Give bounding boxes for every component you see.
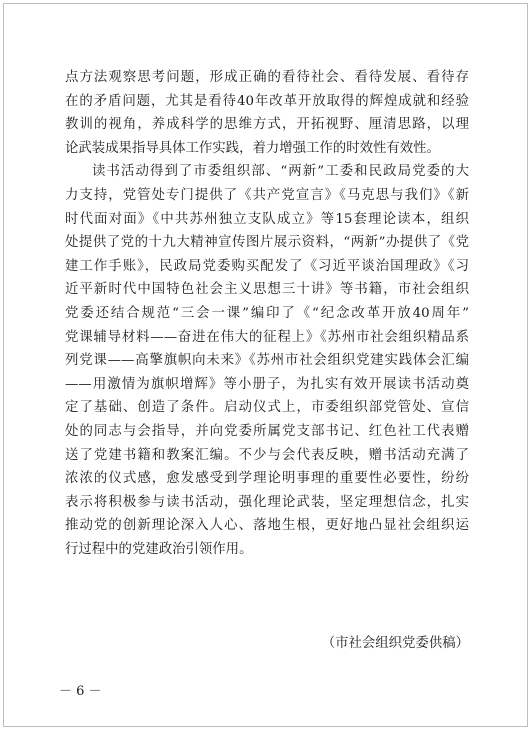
text-line: 列党课——高擎旗帜向未来》《苏州市社会组织党建实践体会汇编 (65, 353, 469, 369)
text-line: 近平新时代中国特色社会主义思想三十讲》等书籍，市社会组织 (65, 282, 469, 298)
text-line: 定了基础、创造了条件。启动仪式上，市委组织部党管处、宣信 (65, 400, 469, 416)
text-line: ——用激情为旗帜增辉》等小册子，为扎实有效开展读书活动奠 (65, 376, 469, 392)
text-line: 读书活动得到了市委组织部、“两新”工委和民政局党委的大 (92, 164, 469, 180)
text-line: 点方法观察思考问题，形成正确的看待社会、看待发展、看待存 (65, 70, 469, 85)
text-line: 力支持，党管处专门提供了《共产党宣言》《马克思与我们》《新 (65, 187, 469, 203)
text-line: 行过程中的党建政治引领作用。 (65, 541, 253, 557)
page-number: － 6 － (59, 684, 102, 699)
text-line: 表示将积极参与读书活动，强化理论武装，坚定理想信念，扎实 (65, 494, 469, 510)
text-line: 浓浓的仪式感，愈发感受到学理论明事理的重要性必要性，纷纷 (65, 471, 469, 487)
text-line: 处的同志与会指导，并向党委所属党支部书记、红色社工代表赠 (65, 423, 469, 439)
text-line: 论武装成果指导具体工作实践，着力增强工作的时效性有效性。 (65, 140, 440, 156)
source-note: （市社会组织党委供稿） (321, 636, 469, 651)
text-line: 在的矛盾问题，尤其是看待40年改革开放取得的辉煌成就和经验 (65, 93, 469, 109)
text-line: 推动党的创新理论深入人心、落地生根，更好地凸显社会组织运 (65, 518, 469, 534)
text-line: 时代面对面》《中共苏州独立支队成立》等15套理论读本，组织 (65, 211, 469, 227)
article-body (65, 66, 469, 561)
text-line: 党课辅导材料——奋进在伟大的征程上》《苏州市社会组织精品系 (65, 329, 469, 345)
text-line: 教训的视角，养成科学的思维方式，开拓视野、厘清思路，以理 (65, 117, 469, 133)
text-line: 建工作手账》，民政局党委购买配发了《习近平谈治国理政》《习 (65, 258, 469, 274)
text-line: 党委还结合规范“三会一课”编印了《“纪念改革开放40周年” (65, 305, 469, 321)
text-line: 处提供了党的十九大精神宣传图片展示资料，“两新”办提供了《党 (65, 235, 469, 251)
text-line: 送了党建书籍和教案汇编。不少与会代表反映，赠书活动充满了 (65, 447, 469, 463)
